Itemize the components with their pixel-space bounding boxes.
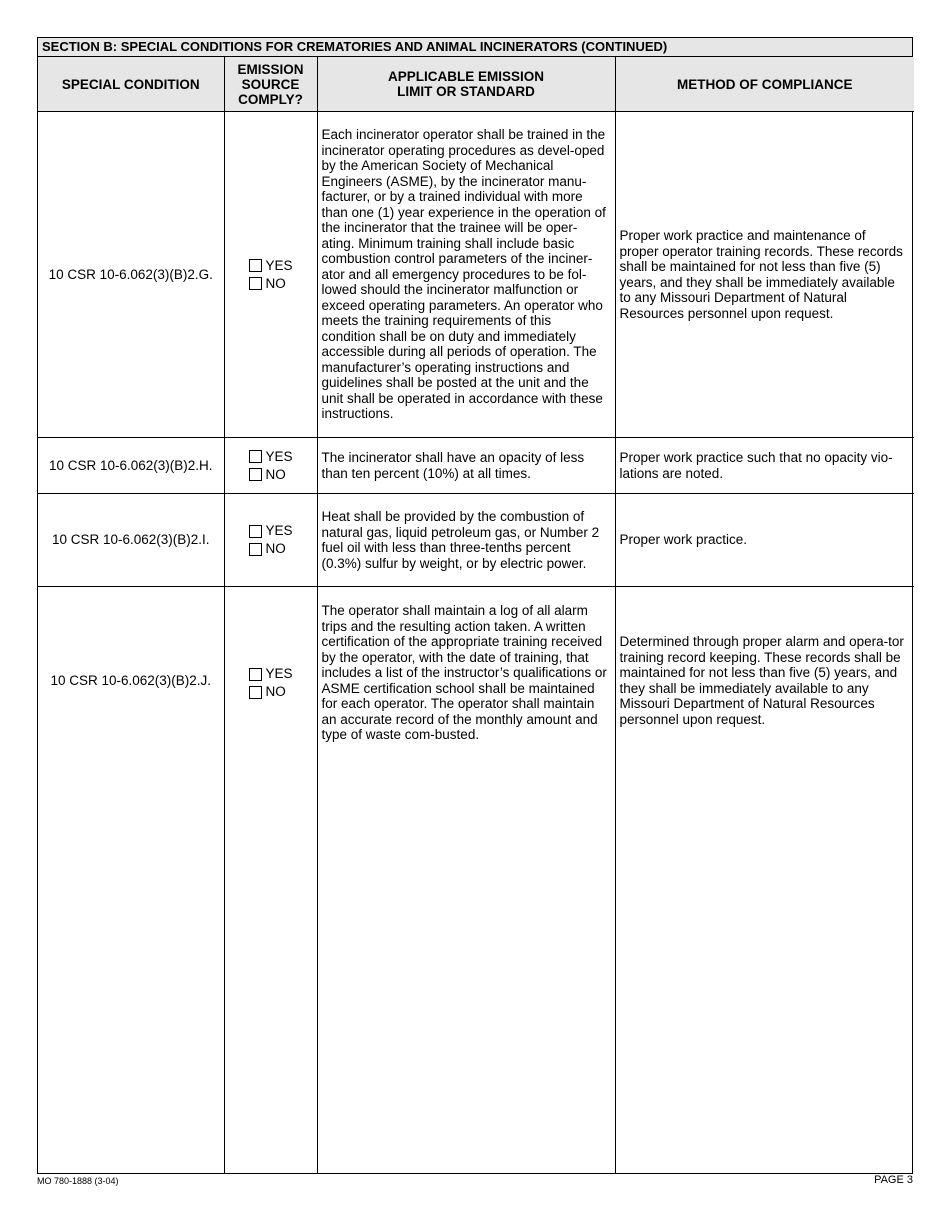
comply-cell — [224, 494, 317, 587]
comply-cell — [224, 112, 317, 438]
header-limit-line-1: APPLICABLE EMISSION — [387, 69, 544, 84]
comply-cell — [224, 438, 317, 494]
yes-option[interactable] — [249, 665, 316, 683]
no-label: NO — [265, 541, 286, 557]
header-comply-line-1: EMISSION — [237, 61, 304, 77]
yes-label: YES — [265, 257, 293, 273]
section-title: SECTION B: SPECIAL CONDITIONS FOR CREMATORIES AND ANIMAL INCINERATORS (CONTINUED) — [38, 38, 912, 57]
method-cell: Proper work practice such that no opacity vio-lations are noted. — [615, 438, 914, 494]
header-comply-line-2: SOURCE — [241, 76, 300, 92]
method-cell: Determined through proper alarm and opera-tor training record keeping. These records shall be maintained for not less than five (5) years, and they shall be immediately available to any Missouri Department of Natural Resources personnel upon request. — [619, 634, 904, 727]
method-cell: Proper work practice. — [615, 494, 914, 587]
no-option[interactable] — [249, 683, 316, 701]
yes-option[interactable] — [249, 257, 316, 275]
no-checkbox[interactable] — [249, 686, 262, 699]
limit-cell: Heat shall be provided by the combustion of natural gas, liquid petroleum gas, or Number 2 fuel oil with less than three-tenths percent (0.3%) sulfur by weight, or by electric power. — [317, 494, 615, 587]
comply-cell — [224, 587, 317, 1173]
header-special-condition: SPECIAL CONDITION — [38, 57, 224, 112]
yes-option[interactable] — [249, 522, 316, 540]
limit-cell: Each incinerator operator shall be trained in the incinerator operating procedures as devel-oped by the American Society of Mechanical Engineers (ASME), by the incinerator manu-facturer, or by a trained individual with more than one (1) year experience in the operation of the incinerator that the trainee will be oper-ating. Minimum training shall include basic combustion control parameters of the inciner-ator and all emergency procedures to be fol-lowed should the incinerator malfunction or exceed operating parameters. An operator who meets the training requirements of this condition shall be on duty and immediately accessible during all periods of operation. The manufacturer’s operating instructions and guidelines shall be posted at the unit and the unit shall be operated in accordance with these instructions. — [317, 112, 615, 438]
table-row — [38, 587, 914, 1173]
conditions-table — [38, 57, 914, 1173]
no-label: NO — [265, 275, 286, 291]
no-checkbox[interactable] — [249, 277, 262, 290]
header-comply-line-3: COMPLY? — [238, 91, 303, 107]
yes-checkbox[interactable] — [249, 525, 262, 538]
no-option[interactable] — [249, 466, 316, 484]
special-conditions-form — [37, 37, 913, 1174]
yes-checkbox[interactable] — [249, 259, 262, 272]
limit-cell: The operator shall maintain a log of all alarm trips and the resulting action taken. A written certification of the appropriate training received by the operator, with the date of training, that includes a list of the instructor’s qualifications or ASME certification school shall be maintained for each operator. The operator shall maintain an accurate record of the monthly amount and type of waste com-busted. — [317, 587, 615, 1173]
page-number: PAGE 3 — [874, 1174, 913, 1186]
condition-cell: 10 CSR 10-6.062(3)(B)2.J. — [38, 587, 224, 1173]
table-row — [38, 438, 914, 494]
condition-cell: 10 CSR 10-6.062(3)(B)2.G. — [38, 112, 224, 438]
table-row — [38, 494, 914, 587]
table-row — [38, 112, 914, 438]
no-checkbox[interactable] — [249, 468, 262, 481]
condition-cell: 10 CSR 10-6.062(3)(B)2.H. — [38, 438, 224, 494]
yes-label: YES — [265, 523, 293, 539]
yes-label: YES — [265, 666, 293, 682]
header-method: METHOD OF COMPLIANCE — [615, 57, 914, 112]
method-cell: Proper work practice and maintenance of proper operator training records. These records shall be maintained for not less than five (5) years, and they shall be immediately available to any Missouri Department of Natural Resources personnel upon request. — [615, 112, 914, 438]
yes-option[interactable] — [249, 448, 316, 466]
header-comply — [224, 57, 317, 112]
header-row — [38, 57, 914, 112]
header-limit-line-2: LIMIT OR STANDARD — [397, 84, 535, 99]
no-checkbox[interactable] — [249, 543, 262, 556]
yes-checkbox[interactable] — [249, 450, 262, 463]
yes-label: YES — [265, 448, 293, 464]
condition-cell: 10 CSR 10-6.062(3)(B)2.I. — [38, 494, 224, 587]
no-option[interactable] — [249, 275, 316, 293]
no-label: NO — [265, 684, 286, 700]
header-limit — [317, 57, 615, 112]
no-option[interactable] — [249, 540, 316, 558]
limit-cell: The incinerator shall have an opacity of less than ten percent (10%) at all times. — [317, 438, 615, 494]
form-number: MO 780-1888 (3-04) — [37, 1176, 119, 1186]
no-label: NO — [265, 466, 286, 482]
yes-checkbox[interactable] — [249, 668, 262, 681]
